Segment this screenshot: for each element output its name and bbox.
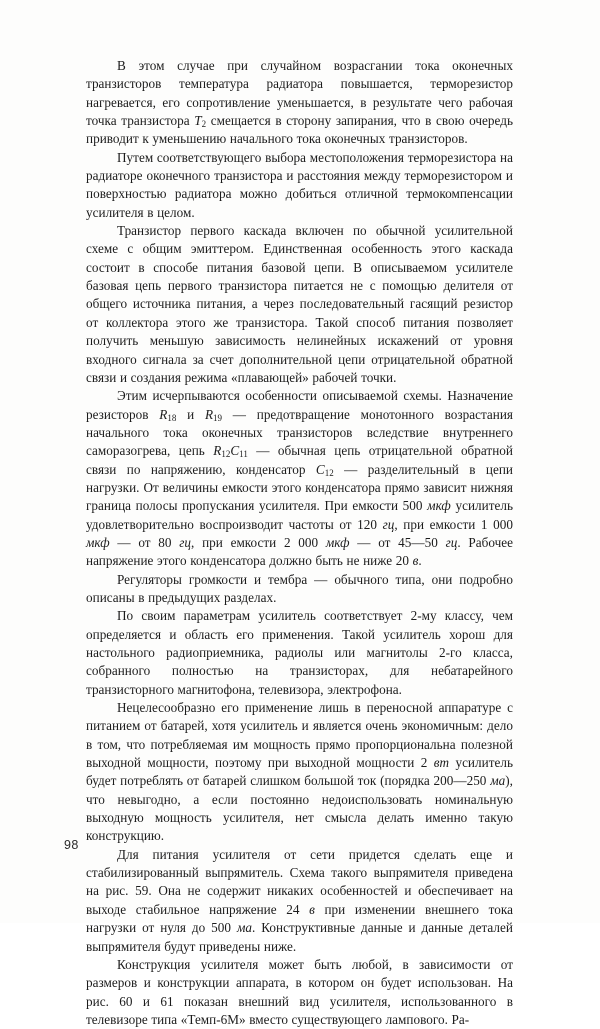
p8-run-2: при изменении внешнего тока нагрузки от нуля до 500 — [86, 901, 513, 936]
p8-run-1: Для питания усилителя от сети придется сделать еще и стабилизированный выпрямитель. Схема такого выпрямителя приведена на рис. 59. Она не содержит никаких особенностей и обеспечивает на выходе стабильное напряжение 24 — [86, 846, 513, 917]
paragraph-5: Регуляторы громкости и тембра — обычного типа, они подробно описаны в предыдущих разделах. — [86, 571, 513, 605]
unit-hertz-1: гц — [382, 516, 395, 532]
symbol-capacitor-c12: $C_{12}$ — [315, 461, 334, 478]
paragraph-6: По своим параметрам усилитель соответствует 2-му классу, чем определяется и область его применения. Такой усилитель хорош для настольного радиоприемника, радиолы или магнитолы 2-го класса, собранного полностью на транзисторах, для небатарейного транзисторного магнитофона, телевизора, электрофона. — [86, 608, 513, 697]
paragraph-7 — [86, 699, 513, 846]
unit-volt-2: в — [309, 901, 315, 917]
paragraph-1-text-after-math: смещается в сторону запирания, что в свою очередь приводит к уменьшению начального тока оконечных транзисторов. — [86, 113, 513, 147]
page-number: 98 — [64, 838, 79, 852]
p4-run-10: — от 45—50 — [349, 534, 446, 550]
symbol-circuit-r12c11: $R_{12}C_{11}$ — [213, 443, 248, 460]
p4-run-11: . Рабочее напряжение этого конденсатора должно быть не ниже 20 — [86, 534, 514, 569]
p4-run-8: — от 80 — [109, 534, 180, 550]
p7-run-1: Нецелесообразно его применение лишь в переносной аппаратуре с питанием от батарей, хотя усилитель и является очень экономичным: дело в том, что потребляемая им мощность прямо пропорциональна полезной выходной мощности, поэтому при выходной мощности 2 — [86, 700, 513, 771]
p7-run-3: ), что невыгодно, а если постоянно недоиспользовать номинальную выходную мощность усилителя, нет смысла делать именно такую конструкцию. — [86, 773, 513, 844]
unit-milliampere-2: ма — [236, 920, 252, 936]
p4-run-2: и — [176, 406, 205, 422]
unit-microfarad-3: мкф — [325, 534, 350, 550]
unit-hertz-3: гц — [445, 534, 458, 550]
p7-run-2: усилитель будет потреблять от батарей слишком большой ток (порядка 200—250 — [86, 755, 513, 789]
paragraph-8 — [86, 846, 513, 956]
p4-run-9: , при емкости 2 000 — [191, 534, 326, 550]
unit-watt-1: вт — [433, 755, 450, 771]
p4-run-6: усилитель удовлетворительно воспроизводит частоты от 120 — [86, 498, 513, 532]
p4-run-7: , при емкости 1 000 — [394, 516, 513, 532]
symbol-resistor-r19: $R_{19}$ — [204, 406, 223, 423]
body-text-column — [86, 57, 513, 1029]
paragraph-9: Конструкция усилителя может быть любой, в зависимости от размеров и конструкции аппарата, в котором он будет использован. На рис. 60 и 61 показан внешний вид усилителя, использованного в телевизоре типа «Темп-6М» вместо существующего лампового. Ра- — [86, 956, 513, 1027]
unit-hertz-2: гц — [179, 534, 192, 550]
paragraph-3: Транзистор первого каскада включен по обычной усилительной схеме с общим эмиттером. Единственная особенность этого каскада состоит в способе питания базовой цепи. В описываемом усилителе базовая цепь первого транзистора питается не с помощью делителя от общего источника питания, а через последовательный гасящий резистор от коллектора этого же транзистора. Такой способ питания позволяет получить меньшую зависимость нелинейных искажений от уровня входного сигнала за счет дополнительной цепи отрицательной обратной связи и создания режима «плавающей» рабочей точки. — [86, 223, 513, 385]
p8-run-3: . Конструктивные данные и данные деталей выпрямителя будут приведены ниже. — [86, 920, 513, 954]
p4-run-3: — предотвращение монотонного возрастания начального тока оконечных транзисторов вследствие внутреннего саморазогрева, цепь — [86, 406, 514, 459]
symbol-transistor-t2: $T_2$ — [194, 113, 207, 129]
unit-milliampere-1: ма — [490, 773, 506, 789]
p4-run-1: Этим исчерпываются особенности описываемой схемы. Назначение резисторов — [86, 388, 513, 422]
p4-run-5: — разделительный в цепи нагрузки. От величины емкости этого конденсатора прямо зависит нижняя граница полосы пропускания усилителя. При емкости 500 — [86, 461, 513, 514]
unit-volt-1: в — [412, 553, 419, 569]
symbol-resistor-r18: $R_{18}$ — [159, 406, 177, 423]
unit-microfarad-1: мкф — [427, 498, 451, 514]
paragraph-1 — [86, 57, 513, 149]
paragraph-4 — [86, 387, 513, 570]
p4-run-4: — обычная цепь отрицательной обратной связи по напряжению, конденсатор — [86, 443, 513, 477]
unit-microfarad-2: мкф — [86, 534, 110, 550]
p4-run-12: . — [418, 553, 422, 569]
paragraph-1-text-before-math: В этом случае при случайном возрасгании тока оконечных транзисторов температура радиатора повышается, терморезистор нагревается, его сопротивление уменьшается, в результате чего рабочая точка транзистора — [86, 58, 513, 129]
paragraph-2: Путем соответствующего выбора местоположения терморезистора на радиаторе оконечного транзистора и расстояния между терморезистором и поверхностью радиатора можно добиться отличной термокомпенсации усилителя в целом. — [86, 149, 513, 220]
